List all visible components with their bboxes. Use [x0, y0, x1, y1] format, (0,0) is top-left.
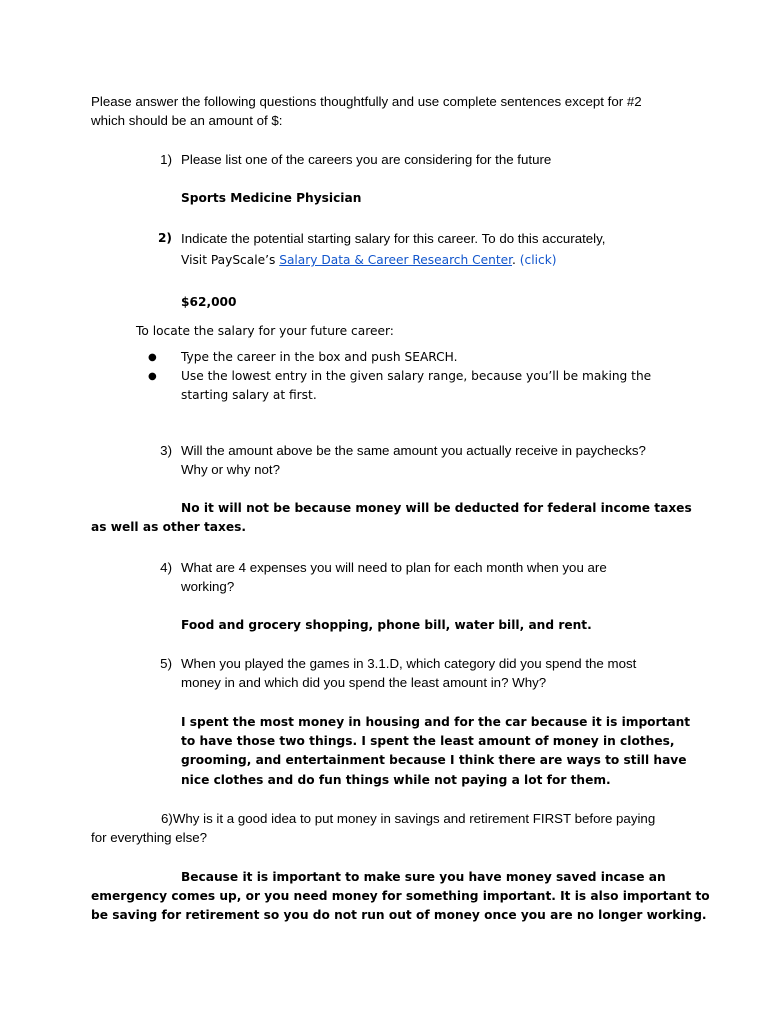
- question-6-line-1: 6)Why is it a good idea to put money in savings and retirement FIRST before paying: [161, 811, 656, 826]
- question-6-line-2: for everything else?: [91, 830, 208, 845]
- bullet-1-text: Type the career in the box and push SEARCH.: [181, 350, 458, 364]
- bullet-2-line-1: Use the lowest entry in the given salary range, because you’ll be making the: [181, 369, 652, 383]
- question-4-line-2: working?: [181, 579, 235, 594]
- question-5-answer-line-4: nice clothes and do fun things while not paying a lot for them.: [181, 773, 611, 787]
- question-5-answer-line-2: to have those two things. I spent the least amount of money in clothes,: [181, 734, 675, 748]
- question-2-answer: $62,000: [181, 295, 237, 309]
- question-4-number: 4): [160, 560, 172, 575]
- question-6-answer-line-1: Because it is important to make sure you have money saved incase an: [181, 870, 666, 884]
- bullet-2-line-2: starting salary at first.: [181, 388, 317, 402]
- question-1-text: Please list one of the careers you are considering for the future: [181, 152, 552, 167]
- question-1-answer: Sports Medicine Physician: [181, 191, 362, 205]
- click-link[interactable]: (click): [519, 253, 557, 267]
- question-3-line-1: Will the amount above be the same amount you actually receive in paychecks?: [181, 443, 646, 458]
- question-6-answer-line-2: emergency comes up, or you need money for something important. It is also important to: [91, 889, 710, 903]
- question-4-line-1: What are 4 expenses you will need to plan for each month when you are: [181, 560, 607, 575]
- question-2-number: 2): [157, 231, 172, 245]
- locate-heading: To locate the salary for your future career:: [136, 324, 394, 338]
- question-3-number: 3): [160, 443, 172, 458]
- bullet-1-glyph: ●: [148, 352, 157, 363]
- question-5-answer-line-1: I spent the most money in housing and for the car because it is important: [181, 715, 691, 729]
- question-2-line-2: [181, 251, 557, 270]
- question-2-line-1: Indicate the potential starting salary for this career. To do this accurately,: [181, 231, 606, 246]
- question-3-answer-line-2: as well as other taxes.: [91, 520, 247, 534]
- intro-line-1: Please answer the following questions thoughtfully and use complete sentences except for #2: [91, 94, 642, 109]
- visit-payscale-text: Visit PayScale’s: [181, 253, 280, 267]
- question-4-answer: Food and grocery shopping, phone bill, water bill, and rent.: [181, 618, 592, 632]
- bullet-2-glyph: ●: [148, 371, 157, 382]
- salary-data-link[interactable]: Salary Data & Career Research Center: [279, 253, 513, 267]
- question-1-number: 1): [160, 152, 172, 167]
- question-5-line-1: When you played the games in 3.1.D, which category did you spend the most: [181, 656, 637, 671]
- link-period: .: [512, 253, 516, 267]
- question-5-answer-line-3: grooming, and entertainment because I think there are ways to still have: [181, 753, 687, 767]
- question-5-line-2: money in and which did you spend the least amount in? Why?: [181, 675, 547, 690]
- question-5-number: 5): [160, 656, 172, 671]
- intro-line-2: which should be an amount of $:: [91, 113, 283, 128]
- question-6-answer-line-3: be saving for retirement so you do not run out of money once you are no longer working.: [91, 908, 707, 922]
- question-3-answer-line-1: No it will not be because money will be deducted for federal income taxes: [181, 501, 692, 515]
- question-3-line-2: Why or why not?: [181, 462, 281, 477]
